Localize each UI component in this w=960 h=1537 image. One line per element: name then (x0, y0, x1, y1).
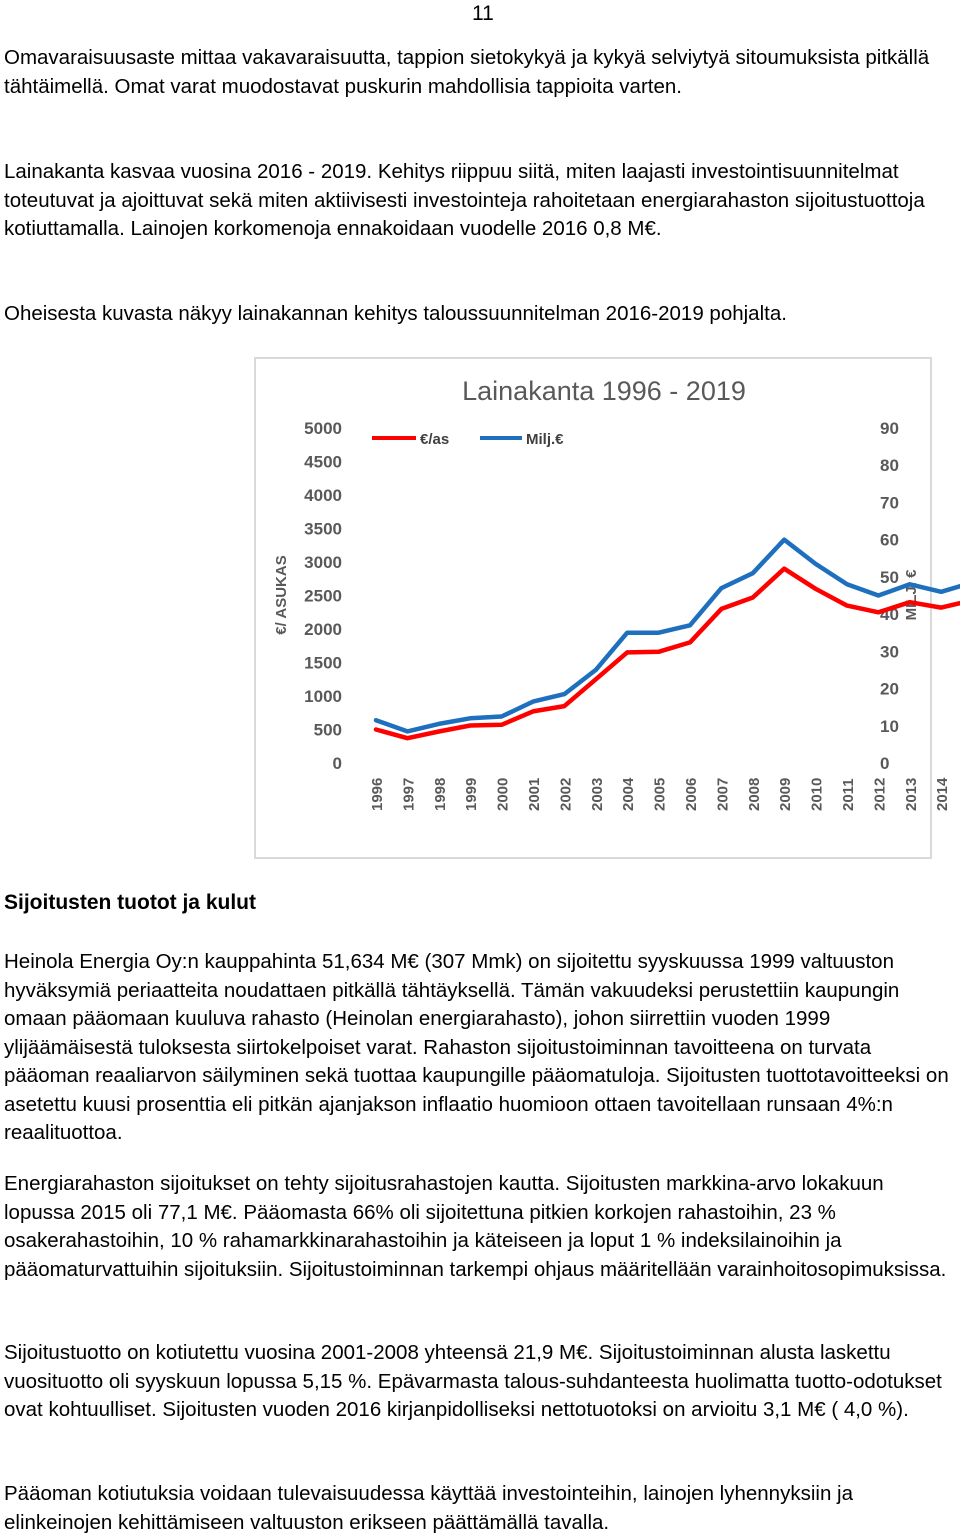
x-tick-label: 1998 (431, 777, 449, 811)
legend-label-eur-per-capita: €/as (420, 431, 450, 448)
y-left-tick-label: 4500 (304, 452, 342, 472)
chart-canvas (256, 359, 952, 857)
loan-stock-chart (254, 357, 952, 859)
y-left-tick-label: 3000 (304, 553, 342, 572)
x-tick-label: 2013 (902, 777, 920, 811)
y-right-tick-label: 50 (880, 567, 899, 587)
x-tick-label: 2007 (714, 777, 732, 811)
paragraph-figure-intro: Oheisesta kuvasta näkyy lainakannan kehitys taloussuunnitelman 2016-2019 pohjalta. (4, 302, 787, 325)
y-left-tick-label: 1000 (304, 687, 342, 706)
x-tick-label: 2005 (651, 777, 669, 811)
chart-title: Lainakanta 1996 - 2019 (462, 376, 746, 406)
x-tick-label: 2003 (588, 777, 606, 811)
paragraph-energy-fund: Heinola Energia Oy:n kauppahinta 51,634 M€ (307 Mmk) on sijoitettu syyskuussa 1999 valtuuston hyväksymiä periaatteita noudattaen pitkällä tähtäyksellä. Tämän vakuudeksi perustettiin kaupungin omaan pääomaan kuuluva rahasto (Heinolan energiarahasto), johon siirrettiin vuoden 1999 ylijäämäisestä tuloksesta siirtokelpoiset varat. Rahaston sijoitustoiminnan tavoitteena on turvata pääoman reaaliarvon säilyminen sekä tuottaa kaupungille pääomatuloja. Sijoitusten tuottotavoitteeksi on asetettu kuusi prosenttia eli pitkän ajanjakson inflaatio huomioon ottaen tavoitellaan runsaan 4%:n reaalituottoa. (4, 950, 949, 1144)
paragraph-equity-ratio: Omavaraisuusaste mittaa vakavaraisuutta, tappion sietokykyä ja kykyä selviytyä sitoumuksista pitkällä tähtäimellä. Omat varat muodostavat puskurin mahdollisia tappioita varten. (4, 46, 930, 98)
chart-legend (372, 431, 564, 448)
y-right-tick-label: 20 (880, 679, 899, 699)
x-tick-label: 1999 (463, 777, 481, 811)
x-tick-label: 2008 (745, 777, 763, 811)
y-left-tick-label: 500 (313, 720, 342, 740)
section-heading: Sijoitusten tuotot ja kulut (4, 891, 256, 914)
y-left-tick-label: 5000 (304, 419, 342, 438)
x-tick-label: 2014 (934, 777, 952, 811)
y-right-tick-label: 40 (880, 605, 899, 625)
x-tick-label: 2011 (840, 778, 857, 811)
y-left-tick-label: 0 (332, 754, 342, 773)
y-left-tick-label: 1500 (304, 653, 342, 673)
x-tick-label: 2009 (777, 777, 795, 811)
x-tick-label: 2004 (620, 777, 638, 811)
paragraph-fund-investments: Energiarahaston sijoitukset on tehty sijoitusrahastojen kautta. Sijoitusten markkina-arvo lokakuun lopussa 2015 oli 77,1 M€. Pääomasta 66% oli sijoitettuna pitkien korkojen rahastoihin, 23 % osakerahastoihin, 10 % rahamarkkinarahastoihin ja käteiseen ja loput 1 % indeksilainoihin ja pääomaturvattuihin sijoituksiin. Sijoitustoiminnan tarkempi ohjaus määritellään varainhoitosopimuksissa. (4, 1172, 947, 1281)
y-axis-right-label: MILJ. € (903, 569, 920, 621)
paragraph-loan-stock: Lainakanta kasvaa vuosina 2016 - 2019. Kehitys riippuu siitä, miten laajasti investointisuunnitelmat toteutuvat ja ajoittuvat sekä miten aktiivisesti investointeja rahoitetaan energiarahaston sijoitustuottoja kotiuttamalla. Lainojen korkomenoja ennakoidaan vuodelle 2016 0,8 M€. (4, 160, 925, 240)
series-line-eur-per-capita (376, 473, 960, 738)
y-right-tick-label: 10 (880, 716, 899, 736)
page-number: 11 (472, 2, 494, 25)
series-line-million-eur (376, 447, 960, 732)
x-tick-label: 2000 (494, 777, 512, 811)
paragraph-returns: Sijoitustuotto on kotiutettu vuosina 2001-2008 yhteensä 21,9 M€. Sijoitustoiminnan alusta laskettu vuosituotto oli syyskuun lopussa 5,15 %. Epävarmasta talous-suhdanteesta huolimatta tuotto-odotukset ovat kohtuulliset. Sijoitusten vuoden 2016 kirjanpidolliseksi nettotuotoksi on arvioitu 3,1 M€ ( 4,0 %). (4, 1341, 942, 1421)
y-axis-left-label: €/ ASUKAS (273, 555, 290, 635)
x-tick-label: 2006 (683, 777, 700, 811)
y-right-tick-label: 60 (880, 530, 899, 550)
y-right-tick-label: 30 (880, 642, 899, 662)
legend-label-million-eur: Milj.€ (526, 431, 564, 448)
paragraph-capital-use: Pääoman kotiutuksia voidaan tulevaisuudessa käyttää investointeihin, lainojen lyhennyksiin ja elinkeinojen kehittämiseen valtuuston erikseen päättämällä tavalla. (4, 1482, 853, 1534)
x-tick-label: 2010 (808, 777, 826, 811)
x-tick-label: 2001 (526, 777, 543, 811)
y-right-tick-label: 70 (880, 493, 899, 513)
x-tick-label: 2002 (557, 777, 575, 811)
y-left-tick-label: 3500 (304, 519, 342, 539)
x-tick-label: 1997 (400, 777, 418, 811)
y-right-tick-label: 90 (880, 419, 899, 438)
y-left-tick-label: 4000 (304, 486, 342, 505)
x-tick-label: 1996 (369, 777, 386, 811)
y-left-tick-label: 2000 (304, 620, 342, 639)
y-right-tick-label: 80 (880, 456, 899, 476)
y-right-tick-label: 0 (880, 754, 890, 773)
y-left-tick-label: 2500 (304, 586, 342, 606)
x-tick-label: 2012 (871, 777, 889, 811)
